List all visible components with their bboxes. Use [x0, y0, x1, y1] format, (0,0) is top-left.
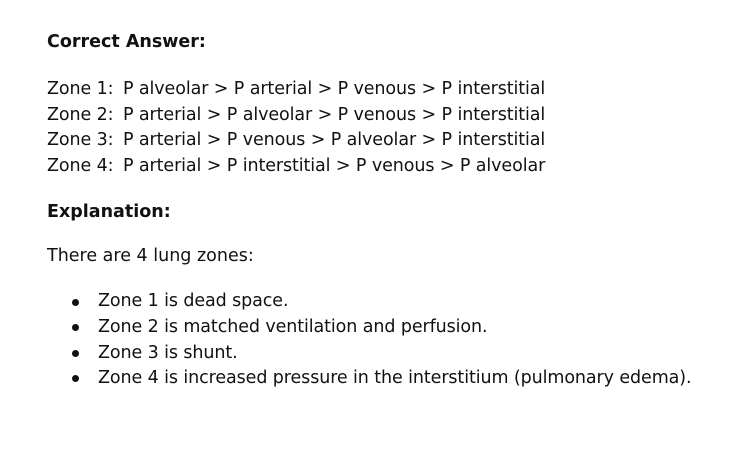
zone-2-line	[47, 103, 727, 129]
explanation-bullet-list	[47, 289, 727, 391]
list-item	[47, 366, 727, 392]
bullet-text: Zone 1 is dead space.	[98, 291, 289, 312]
bullet-icon	[72, 299, 79, 306]
explanation-intro: There are 4 lung zones:	[47, 246, 254, 267]
list-item	[47, 315, 727, 341]
correct-answer-heading: Correct Answer:	[47, 32, 206, 52]
list-item	[47, 289, 727, 315]
explanation-heading: Explanation:	[47, 202, 171, 223]
bullet-text: Zone 2 is matched ventilation and perfusion.	[98, 316, 488, 337]
zone-pressure-relation: P arterial > P interstitial > P venous > P alveolar	[123, 155, 546, 176]
list-item	[47, 341, 727, 367]
zone-pressure-relation: P arterial > P venous > P alveolar > P interstitial	[123, 130, 546, 151]
zone-label: Zone 4:	[47, 155, 114, 176]
zone-1-line	[47, 77, 727, 103]
bullet-icon	[72, 350, 79, 357]
bullet-text: Zone 3 is shunt.	[98, 342, 238, 363]
zone-4-line	[47, 154, 727, 180]
zone-label: Zone 2:	[47, 104, 114, 125]
bullet-icon	[72, 375, 79, 382]
zone-pressure-relation: P alveolar > P arterial > P venous > P interstitial	[123, 79, 546, 99]
zone-pressure-relation: P arterial > P alveolar > P venous > P interstitial	[123, 104, 546, 125]
zone-label: Zone 3:	[47, 130, 114, 151]
zone-pressure-list	[47, 77, 727, 179]
bullet-text: Zone 4 is increased pressure in the interstitium (pulmonary edema).	[98, 368, 692, 389]
answer-explanation-panel	[47, 30, 727, 392]
bullet-icon	[72, 324, 79, 331]
zone-label: Zone 1:	[47, 79, 114, 99]
zone-3-line	[47, 128, 727, 154]
